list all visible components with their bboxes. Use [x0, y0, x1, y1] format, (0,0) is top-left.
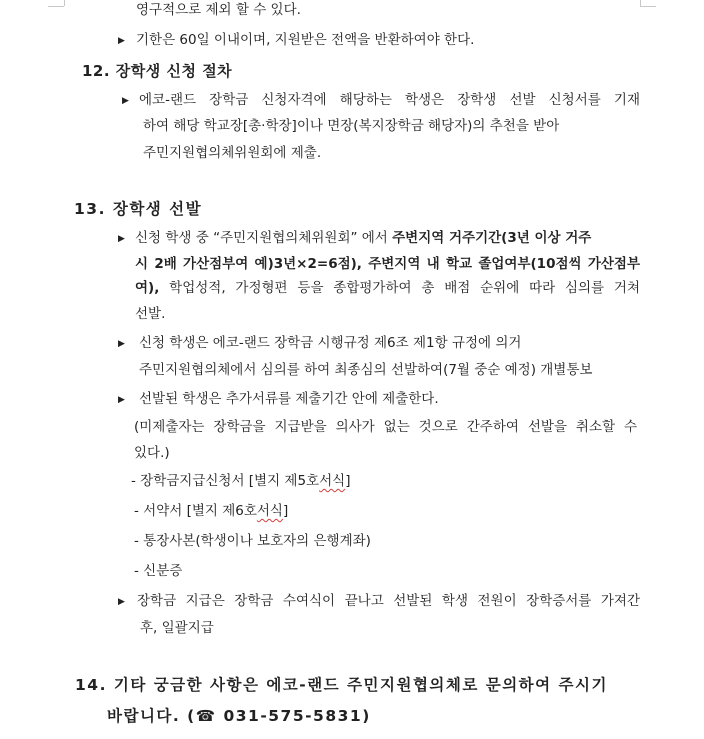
bullet-icon: ▶: [118, 597, 125, 607]
bold-text-span: 주변지역 거주기간(3년 이상 거주: [392, 230, 592, 246]
text-span: - 서약서 [별지 제6호: [134, 503, 257, 519]
text-line: 영구적으로 제외 할 수 있다.: [136, 2, 301, 18]
page-corner-mark: [640, 0, 656, 7]
phone-number: 031-575-5831): [216, 707, 371, 725]
text-line: 후, 일괄지급: [140, 620, 214, 636]
text-line: 있다.): [134, 445, 170, 461]
paragraph-line: [135, 229, 591, 247]
bullet-icon: ▶: [118, 339, 125, 349]
text-line: 장학금 지급은 장학금 수여식이 끝나고 선발된 학생 전원이 장학증서를 가져간: [137, 593, 640, 609]
page-corner-mark: [64, 0, 65, 6]
list-item: [134, 502, 288, 520]
section-heading-continued: [107, 706, 371, 726]
phone-icon: ☎: [195, 707, 217, 725]
spellcheck-underlined-text: 서식: [319, 473, 346, 489]
text-line: 기한은 60일 이내이며, 지원받은 전액을 반환하여야 한다.: [136, 32, 475, 48]
text-span: - 장학금지급신청서 [별지 제5호: [131, 473, 320, 489]
page-corner-mark: [48, 0, 64, 7]
text-span: ]: [345, 473, 351, 489]
text-span: 학업성적, 가정형편 등을 종합평가하여 총 배점 순위에 따라 심의를 거쳐: [159, 280, 640, 296]
bold-text-line: 시 2배 가산점부여 예)3년×2=6점), 주변지역 내 학교 졸업여부(10점씩 가산점부: [135, 256, 640, 272]
text-line: 신청 학생은 에코-랜드 장학금 시행규정 제6조 제1항 규정에 의거: [139, 335, 522, 351]
bullet-icon: ▶: [118, 234, 125, 244]
list-item: - 신분증: [134, 563, 183, 579]
list-item: [131, 472, 350, 490]
text-span: ]: [282, 503, 289, 519]
list-item: - 통장사본(학생이나 보호자의 은행계좌): [134, 533, 371, 549]
bullet-icon: ▶: [118, 395, 125, 405]
text-line: 주민지원협의체위원회에 제출.: [143, 145, 322, 161]
paragraph-line: [135, 279, 640, 297]
text-line: 하여 해당 학교장[총·학장]이나 면장(복지장학금 해당자)의 추천을 받아: [143, 118, 560, 134]
text-span: 바랍니다. (: [107, 707, 196, 725]
text-line: (미제출자는 장학금을 지급받을 의사가 없는 것으로 간주하여 선발을 취소할 수: [134, 419, 637, 435]
section-heading: 13. 장학생 선발: [74, 200, 203, 218]
bullet-icon: ▶: [122, 96, 129, 106]
bullet-icon: ▶: [118, 36, 125, 46]
bold-text-span: 여),: [135, 280, 160, 296]
text-line: 주민지원협의체에서 심의를 하여 최종심의 선발하여(7월 중순 예정) 개별통보: [139, 362, 593, 378]
text-line: 선발.: [135, 306, 166, 322]
text-line: 선발된 학생은 추가서류를 제출기간 안에 제출한다.: [139, 391, 439, 407]
text-span: 신청 학생 중 “주민지원협의체위원회” 에서: [135, 230, 393, 246]
spellcheck-underlined-text: 서식: [256, 503, 283, 519]
section-heading: 14. 기타 궁금한 사항은 에코-랜드 주민지원협의체로 문의하여 주시기: [75, 676, 608, 694]
section-heading: 12. 장학생 신청 절차: [82, 62, 233, 80]
text-line: 에코-랜드 장학금 신청자격에 해당하는 학생은 장학생 선발 신청서를 기재: [139, 92, 640, 108]
page-corner-mark: [640, 0, 641, 6]
